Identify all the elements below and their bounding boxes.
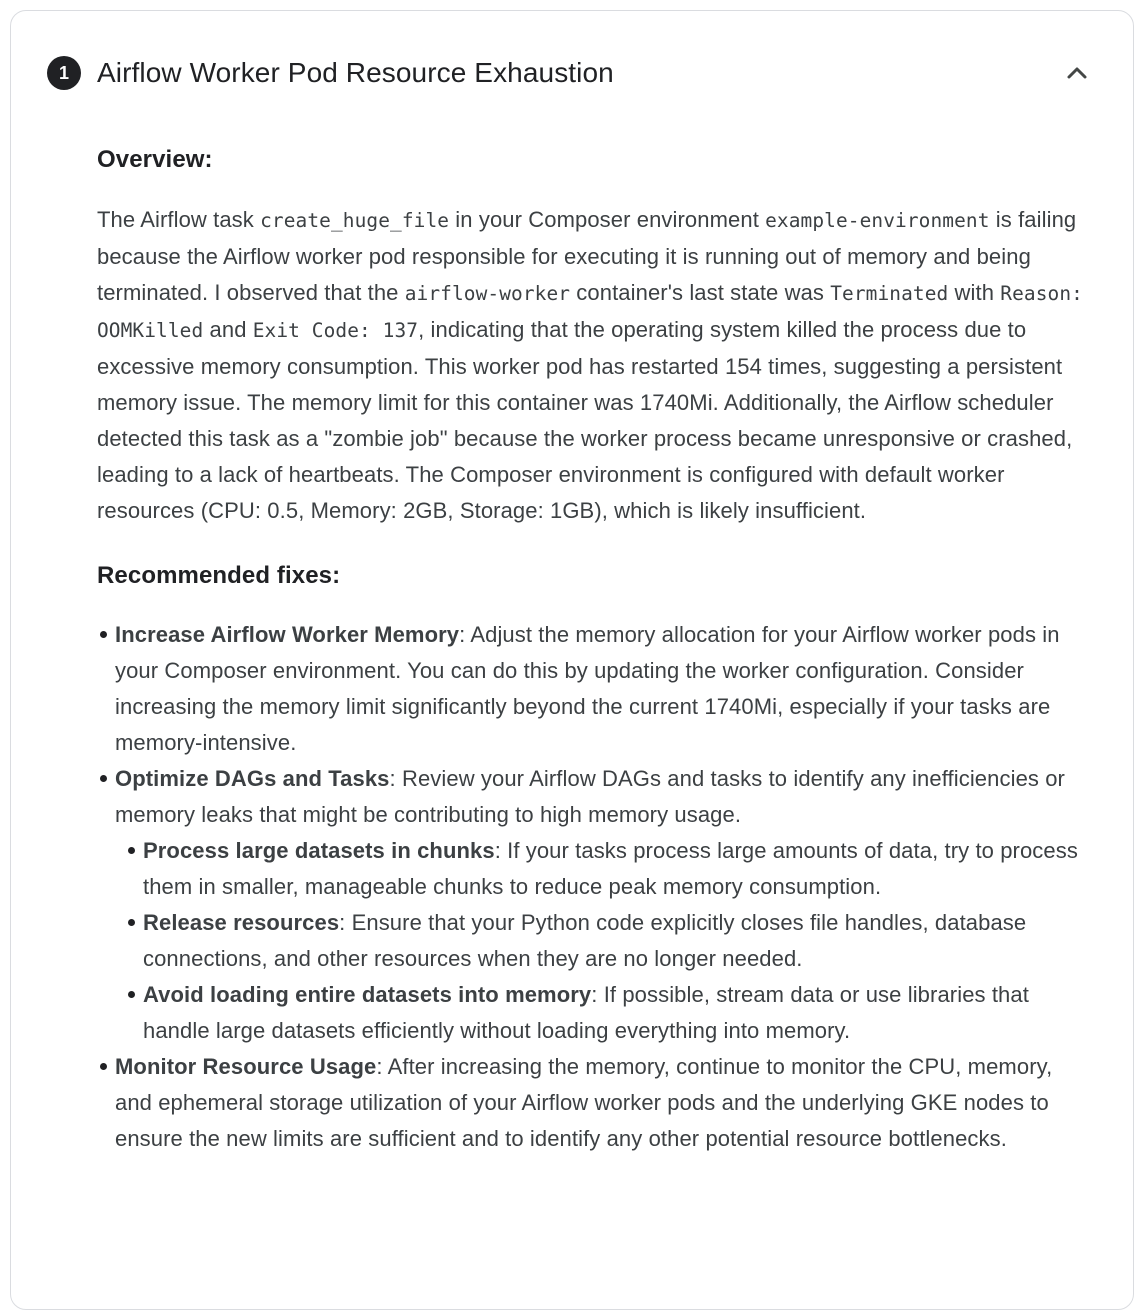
- inline-code: Reason: OOMKilled: [97, 282, 1083, 342]
- fixes-list: [97, 617, 1092, 1157]
- fix-item-label: Release resources: [143, 910, 340, 935]
- inline-code: Exit Code: 137: [252, 319, 419, 342]
- sub-fixes-list: [115, 833, 1092, 1049]
- fix-item-label: Increase Airflow Worker Memory: [115, 622, 460, 647]
- issue-title: Airflow Worker Pod Resource Exhaustion: [97, 57, 614, 88]
- fix-item-label: Process large datasets in chunks: [143, 838, 495, 863]
- overview-heading: Overview:: [97, 146, 213, 173]
- issue-number-badge: [47, 56, 81, 90]
- recommended-fixes-heading: Recommended fixes:: [97, 562, 341, 589]
- fix-item: Increase Airflow Worker Memory: Adjust the memory allocation for your Airflow worker pods in your Composer environment. You can do this by updating the worker configuration. Consider increasing the memory limit significantly beyond the current 1740Mi, especially if your tasks are memory-intensive.: [115, 617, 1092, 761]
- fix-item-label: Avoid loading entire datasets into memory: [143, 982, 592, 1007]
- inline-code: Terminated: [830, 282, 949, 305]
- fix-item: Monitor Resource Usage: After increasing the memory, continue to monitor the CPU, memory, and ephemeral storage utilization of your Airflow worker pods and the underlying GKE nodes to ensure the new limits are sufficient and to identify any other potential resource bottlenecks.: [115, 1049, 1092, 1157]
- issue-card-content: [11, 146, 1133, 1197]
- fix-item-label: Monitor Resource Usage: [115, 1054, 377, 1079]
- fix-item-label: Optimize DAGs and Tasks: [115, 766, 390, 791]
- issue-card: [10, 10, 1134, 1310]
- fix-item: Optimize DAGs and Tasks: Review your Airflow DAGs and tasks to identify any inefficiencies or memory leaks that might be contributing to high memory usage. Process large datasets in chunks: If your tasks process large amounts of data, try to process them in smaller, manageable chunks to reduce peak memory consumption. Release resources: Ensure that your Python code explicitly closes file handles, database connections, and other resources when they are no longer needed. Avoid loading entire datasets into memory: If possible, stream data or use libraries that handle large datasets efficiently without loading everything into memory.: [115, 761, 1092, 1049]
- overview-paragraph: The Airflow task create_huge_file in your Composer environment example-environment is failing because the Airflow worker pod responsible for executing it is running out of memory and being terminated. I observed that the airflow-worker container's last state was Terminated with Reason: OOMKilled and Exit Code: 137, indicating that the operating system killed the process due to excessive memory consumption. This worker pod has restarted 154 times, suggesting a persistent memory issue. The memory limit for this container was 1740Mi. Additionally, the Airflow scheduler detected this task as a "zombie job" because the worker process became unresponsive or crashed, leading to a lack of heartbeats. The Composer environment is configured with default worker resources (CPU: 0.5, Memory: 2GB, Storage: 1GB), which is likely insufficient.: [97, 207, 1083, 523]
- chevron-up-icon: [1063, 59, 1091, 87]
- inline-code: create_huge_file: [260, 209, 450, 232]
- inline-code: example-environment: [765, 209, 990, 232]
- collapse-button[interactable]: [1061, 57, 1093, 89]
- sub-fix-item: Avoid loading entire datasets into memory: If possible, stream data or use libraries that handle large datasets efficiently without loading everything into memory.: [143, 977, 1092, 1049]
- issue-card-header[interactable]: [11, 11, 1133, 90]
- inline-code: airflow-worker: [404, 282, 571, 305]
- sub-fix-item: Release resources: Ensure that your Python code explicitly closes file handles, database connections, and other resources when they are no longer needed.: [143, 905, 1092, 977]
- issue-number: 1: [58, 62, 69, 83]
- sub-fix-item: Process large datasets in chunks: If your tasks process large amounts of data, try to process them in smaller, manageable chunks to reduce peak memory consumption.: [143, 833, 1092, 905]
